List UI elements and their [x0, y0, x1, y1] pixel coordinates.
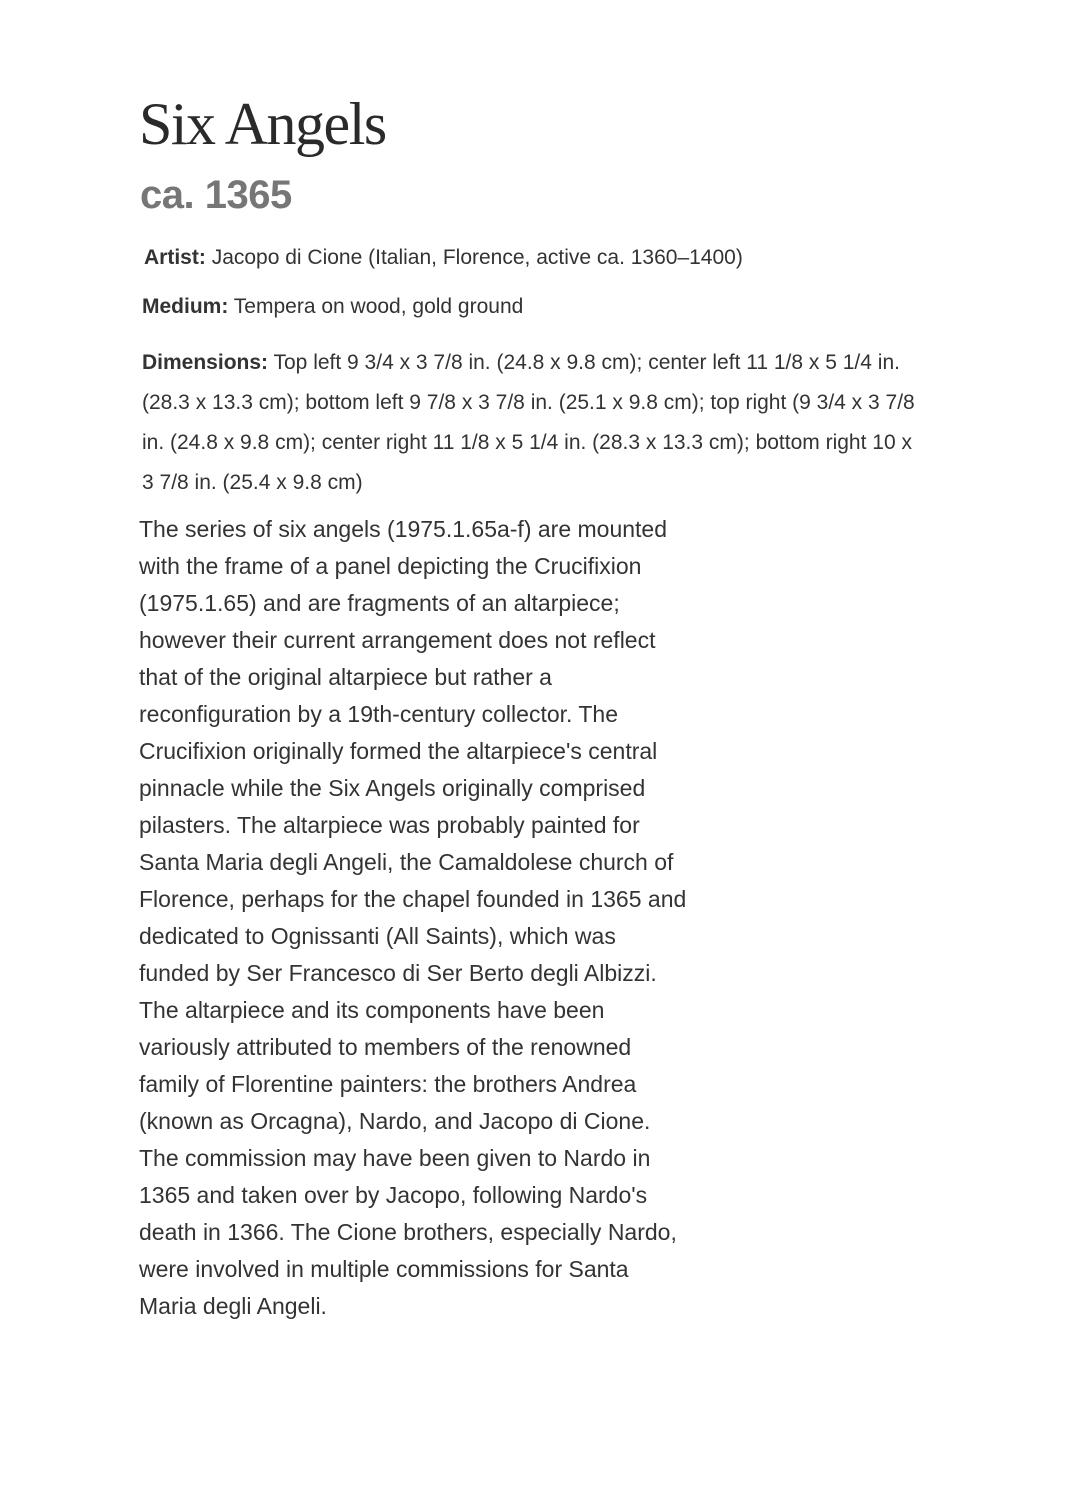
medium-label: Medium:	[142, 295, 229, 318]
dimensions-row	[142, 343, 927, 503]
medium-row	[142, 287, 523, 327]
artist-row	[144, 238, 743, 278]
artwork-date: ca. 1365	[140, 173, 292, 217]
artist-value: Jacopo di Cione (Italian, Florence, active ca. 1360–1400)	[211, 246, 743, 269]
dimensions-label: Dimensions:	[142, 351, 269, 374]
medium-value: Tempera on wood, gold ground	[233, 295, 524, 318]
artwork-description: The series of six angels (1975.1.65a-f) are mounted with the frame of a panel depicting the Crucifixion (1975.1.65) and are fragments of an altarpiece; however their current arrangement does not reflect that of the original altarpiece but rather a reconfiguration by a 19th-century collector. The Crucifixion originally formed the altarpiece's central pinnacle while the Six Angels originally comprised pilasters. The altarpiece was probably painted for Santa Maria degli Angeli, the Camaldolese church of Florence, perhaps for the chapel founded in 1365 and dedicated to Ognissanti (All Saints), which was funded by Ser Francesco di Ser Berto degli Albizzi. The altarpiece and its components have been variously attributed to members of the renowned family of Florentine painters: the brothers Andrea (known as Orcagna), Nardo, and Jacopo di Cione. The commission may have been given to Nardo in 1365 and taken over by Jacopo, following Nardo's death in 1366. The Cione brothers, especially Nardo, were involved in multiple commissions for Santa Maria degli Angeli.	[139, 516, 687, 1319]
artist-label: Artist:	[144, 246, 206, 269]
artwork-title: Six Angels	[139, 91, 386, 157]
dimensions-value: Top left 9 3/4 x 3 7/8 in. (24.8 x 9.8 cm); center left 11 1/8 x 5 1/4 in. (28.3 x 13.3 cm); bottom left 9 7/8 x 3 7/8 in. (25.1 x 9.8 cm); top right (9 3/4 x 3 7/8 in. (24.8 x 9.8 cm); center right 11 1/8 x 5 1/4 in. (28.3 x 13.3 cm); bottom right 10 x 3 7/8 in. (25.4 x 9.8 cm)	[142, 351, 915, 494]
